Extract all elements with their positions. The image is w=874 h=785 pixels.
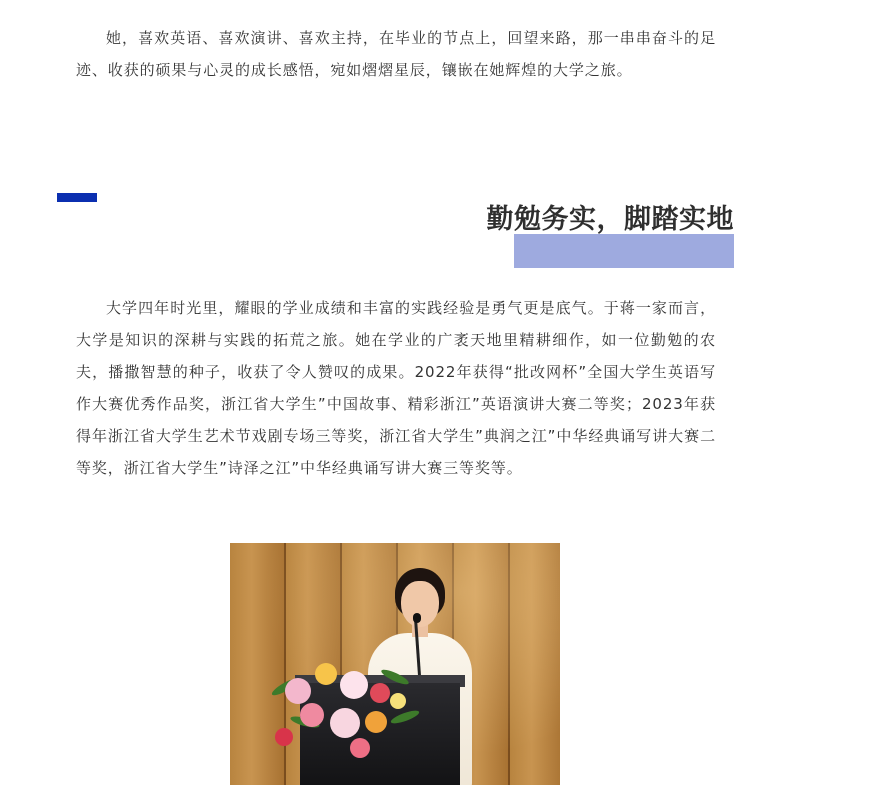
section-accent-bar <box>57 193 97 202</box>
pink-flower <box>300 703 324 727</box>
lily-flower <box>285 678 311 704</box>
rose-flower <box>275 728 293 746</box>
section-body-paragraph: 大学四年时光里，耀眼的学业成绩和丰富的实践经验是勇气更是底气。于蒋一家而言，大学是知识的深耕与实践的拓荒之旅。她在学业的广袤天地里精耕细作，如一位勤勉的农夫，播撒智慧的种子，收获了令人赞叹的成果。2022年获得“批改网杯”全国大学生英语写作大赛优秀作品奖，浙江省大学生”中国故事、精彩浙江”英语演讲大赛二等奖；2023年获得年浙江省大学生艺术节戏剧专场三等奖，浙江省大学生”典润之江”中华经典诵写讲大赛二等奖，浙江省大学生”诗泽之江”中华经典诵写讲大赛三等奖等。 <box>76 299 716 477</box>
yellow-flower <box>390 693 406 709</box>
orange-flower <box>365 711 387 733</box>
speaker-photo <box>230 543 560 785</box>
pink-flower <box>350 738 370 758</box>
rose-flower <box>370 683 390 703</box>
lily-flower <box>330 708 360 738</box>
section-heading: 勤勉务实，脚踏实地 <box>486 204 734 235</box>
lily-flower <box>340 671 368 699</box>
yellow-flower <box>315 663 337 685</box>
microphone-icon <box>413 613 421 623</box>
heading-highlight-block <box>514 234 734 268</box>
intro-paragraph: 她，喜欢英语、喜欢演讲、喜欢主持，在毕业的节点上，回望来路，那一串串奋斗的足迹、收获的硕果与心灵的成长感悟，宛如熠熠星辰，镶嵌在她辉煌的大学之旅。 <box>76 29 716 79</box>
